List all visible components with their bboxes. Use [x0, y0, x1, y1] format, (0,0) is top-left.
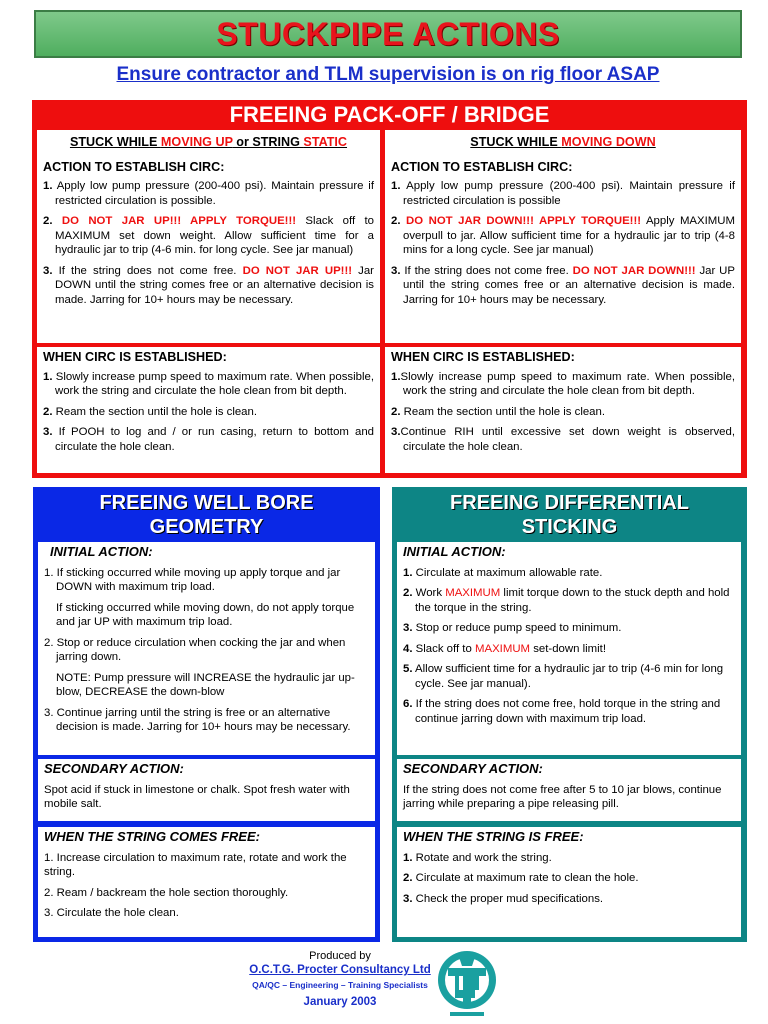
circ-established-heading: WHEN CIRC IS ESTABLISHED: [391, 350, 575, 364]
list-item: 1. Slowly increase pump speed to maximum rate. When possible, work the string and circulate the hole clean from bit depth. [43, 370, 374, 397]
produced-by-label: Produced by [309, 950, 371, 962]
differential-free-cell [397, 827, 741, 937]
packoff-down-circ-cell [385, 130, 741, 343]
string-free-heading: WHEN THE STRING IS FREE: [403, 829, 584, 844]
list-item: 1.Slowly increase pump speed to maximum rate. When possible, work the string and circulate the hole clean from bit depth. [391, 370, 735, 397]
initial-action-heading: INITIAL ACTION: [403, 544, 506, 559]
list-item: 3. If POOH to log and / or run casing, return to bottom and circulate the hole clean. [43, 426, 374, 453]
list-item-note: If sticking occurred while moving down, do not apply torque and jar UP with maximum trip load. [56, 601, 355, 628]
list-item: 2. Ream / backream the hole section thoroughly. [44, 886, 289, 899]
list-item: 2. Ream the section until the hole is clean. [43, 405, 258, 418]
list-item: 3. If the string does not come free. DO NOT JAR DOWN!!! Jar UP until the string comes free or an alternative decision is made. Jarring for 10+ hours may be necessary. [391, 264, 735, 306]
list-item: 3. Continue jarring until the string is free or an alternative decision is made. Jarring for 10+ hours may be necessary. [44, 706, 351, 733]
wellbore-heading: FREEING WELL BORE GEOMETRY [99, 492, 314, 538]
packoff-up-established-cell [37, 347, 380, 473]
list-item: 2. DO NOT JAR DOWN!!! APPLY TORQUE!!! Apply MAXIMUM overpull to jar. Allow sufficient time for a hydraulic jar to trip (4-8 mins for a long cycle. See jar manual) [391, 215, 735, 256]
list-item: 3. If the string does not come free. DO NOT JAR UP!!! Jar DOWN until the string comes free or an alternative decision is made. Jarring for 10+ hours may be necessary. [43, 264, 374, 306]
packoff-section [32, 100, 747, 478]
list-item: 1. If sticking occurred while moving up apply torque and jar DOWN with maximum trip load. [44, 566, 341, 593]
page-title: STUCKPIPE ACTIONS [216, 15, 560, 52]
initial-action-heading: INITIAL ACTION: [50, 544, 153, 559]
list-item: 1. Circulate at maximum allowable rate. [403, 566, 603, 579]
packoff-heading: FREEING PACK-OFF / BRIDGE [229, 102, 550, 127]
list-item: 1. Increase circulation to maximum rate, rotate and work the string. [44, 851, 347, 878]
list-item: 1. Apply low pump pressure (200-400 psi). Maintain pressure if restricted circulation is possible [391, 180, 735, 207]
differential-secondary-cell [397, 759, 741, 821]
list-item: 1. Rotate and work the string. [403, 851, 552, 864]
circ-action-heading: ACTION TO ESTABLISH CIRC: [391, 159, 573, 174]
page-subtitle: Ensure contractor and TLM supervision is on rig floor ASAP [116, 64, 660, 85]
list-item: 3. Stop or reduce pump speed to minimum. [403, 622, 622, 634]
list-item-note: NOTE: Pump pressure will INCREASE the hydraulic jar up-blow, DECREASE the down-blow [56, 671, 355, 698]
wellbore-secondary-cell [38, 759, 375, 821]
company-logo-icon [436, 946, 498, 1018]
list-item: 2. Circulate at maximum rate to clean the hole. [403, 872, 639, 884]
stuck-moving-up-heading: STUCK WHILE MOVING UP or STRING STATIC [69, 135, 348, 149]
list-item: 3. Check the proper mud specifications. [403, 892, 604, 905]
differential-initial-cell [397, 542, 741, 755]
list-item: 2. Stop or reduce circulation when cocking the jar and when jarring down. [44, 636, 346, 663]
list-item: 3. Circulate the hole clean. [44, 907, 179, 919]
packoff-up-circ-cell [37, 130, 380, 343]
differential-section [392, 487, 747, 942]
company-tagline: QA/QC – Engineering – Training Specialists [252, 980, 428, 990]
list-item: 2. Work MAXIMUM limit torque down to the stuck depth and hold the torque in the string. [403, 587, 730, 614]
wellbore-free-cell [38, 827, 375, 937]
publication-date: January 2003 [303, 996, 377, 1008]
list-item: 3.Continue RIH until excessive set down weight is observed, circulate the hole clean. [391, 426, 735, 453]
title-banner [34, 10, 742, 58]
secondary-action-text: If the string does not come free after 5 to 10 jar blows, continue jarring while preparing a pipe releasing pill. [403, 783, 722, 810]
secondary-action-heading: SECONDARY ACTION: [403, 761, 543, 776]
list-item: 2. DO NOT JAR UP!!! APPLY TORQUE!!! Slack off to MAXIMUM set down weight. Allow sufficient time for a hydraulic jar to trip (4-6 min. for long cycle. See jar manual) [43, 215, 374, 256]
company-link[interactable]: O.C.T.G. Procter Consultancy Ltd [249, 964, 431, 976]
wellbore-initial-cell [38, 542, 375, 755]
string-free-heading: WHEN THE STRING COMES FREE: [44, 829, 260, 844]
wellbore-section [33, 487, 380, 942]
differential-heading: FREEING DIFFERENTIAL STICKING [450, 492, 689, 538]
circ-established-heading: WHEN CIRC IS ESTABLISHED: [43, 350, 227, 364]
list-item: 4. Slack off to MAXIMUM set-down limit! [403, 642, 607, 655]
packoff-down-established-cell [385, 347, 741, 473]
circ-action-heading: ACTION TO ESTABLISH CIRC: [43, 159, 225, 174]
list-item: 6. If the string does not come free, hold torque in the string and continue jarring down with maximum trip load. [403, 698, 721, 725]
list-item: 5. Allow sufficient time for a hydraulic jar to trip (4-6 min for long cycle. See jar manual). [403, 663, 724, 690]
stuck-moving-down-heading: STUCK WHILE MOVING DOWN [470, 135, 656, 149]
list-item: 2. Ream the section until the hole is clean. [391, 405, 606, 418]
secondary-action-text: Spot acid if stuck in limestone or chalk. Spot fresh water with mobile salt. [44, 783, 350, 810]
secondary-action-heading: SECONDARY ACTION: [44, 761, 184, 776]
list-item: 1. Apply low pump pressure (200-400 psi). Maintain pressure if restricted circulation is possible. [43, 180, 374, 207]
